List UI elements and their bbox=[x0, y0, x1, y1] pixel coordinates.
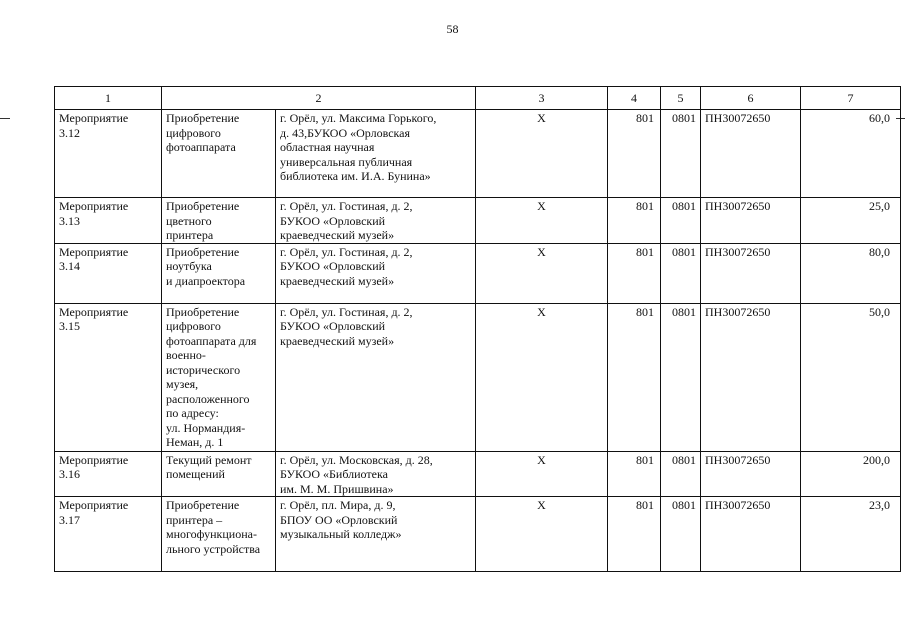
col3-cell: Х bbox=[476, 110, 608, 198]
col3-cell: Х bbox=[476, 497, 608, 572]
event-cell: Мероприятие 3.14 bbox=[55, 243, 162, 303]
col4-cell: 801 bbox=[608, 497, 661, 572]
column-header-2: 2 bbox=[162, 87, 476, 110]
item-cell: Приобретение цветного принтера bbox=[162, 198, 276, 244]
event-cell: Мероприятие 3.16 bbox=[55, 451, 162, 497]
table-row bbox=[55, 451, 901, 497]
table-row bbox=[55, 110, 901, 198]
address-cell: г. Орёл, ул. Гостиная, д. 2, БУКОО «Орловский краеведческий музей» bbox=[276, 243, 476, 303]
col3-cell: Х bbox=[476, 303, 608, 451]
col7-cell: 25,0 bbox=[801, 198, 901, 244]
col7-cell: 50,0 bbox=[801, 303, 901, 451]
col6-cell: ПН30072650 bbox=[701, 110, 801, 198]
item-cell: Приобретение цифрового фотоаппарата для военно- исторического музея, расположенного по адресу: ул. Нормандия- Неман, д. 1 bbox=[162, 303, 276, 451]
page-number: 58 bbox=[446, 22, 459, 36]
col5-cell: 0801 bbox=[661, 303, 701, 451]
table-row bbox=[55, 198, 901, 244]
event-cell: Мероприятие 3.12 bbox=[55, 110, 162, 198]
col5-cell: 0801 bbox=[661, 110, 701, 198]
address-cell: г. Орёл, ул. Максима Горького, д. 43,БУКОО «Орловская областная научная универсальная публичная библиотека им. И.А. Бунина» bbox=[276, 110, 476, 198]
item-cell: Приобретение ноутбука и диапроектора bbox=[162, 243, 276, 303]
item-cell: Приобретение принтера – многофункциона- льного устройства bbox=[162, 497, 276, 572]
left-margin-mark bbox=[0, 118, 10, 119]
col6-cell: ПН30072650 bbox=[701, 243, 801, 303]
col5-cell: 0801 bbox=[661, 451, 701, 497]
col6-cell: ПН30072650 bbox=[701, 497, 801, 572]
header-row bbox=[55, 87, 901, 110]
col6-cell: ПН30072650 bbox=[701, 198, 801, 244]
event-cell: Мероприятие 3.15 bbox=[55, 303, 162, 451]
col5-cell: 0801 bbox=[661, 198, 701, 244]
table-row bbox=[55, 303, 901, 451]
column-header-6: 6 bbox=[701, 87, 801, 110]
col7-cell: 200,0 bbox=[801, 451, 901, 497]
col4-cell: 801 bbox=[608, 303, 661, 451]
item-cell: Приобретение цифрового фотоаппарата bbox=[162, 110, 276, 198]
col5-cell: 0801 bbox=[661, 243, 701, 303]
col6-cell: ПН30072650 bbox=[701, 303, 801, 451]
address-cell: г. Орёл, ул. Гостиная, д. 2, БУКОО «Орловский краеведческий музей» bbox=[276, 303, 476, 451]
column-header-5: 5 bbox=[661, 87, 701, 110]
column-header-3: 3 bbox=[476, 87, 608, 110]
budget-table bbox=[54, 86, 901, 572]
col6-cell: ПН30072650 bbox=[701, 451, 801, 497]
col4-cell: 801 bbox=[608, 243, 661, 303]
column-header-1: 1 bbox=[55, 87, 162, 110]
col3-cell: Х bbox=[476, 198, 608, 244]
col7-cell: 23,0 bbox=[801, 497, 901, 572]
column-header-7: 7 bbox=[801, 87, 901, 110]
item-cell: Текущий ремонт помещений bbox=[162, 451, 276, 497]
table-body bbox=[55, 87, 901, 572]
table-row bbox=[55, 497, 901, 572]
col3-cell: Х bbox=[476, 451, 608, 497]
col7-cell: 60,0 bbox=[801, 110, 901, 198]
address-cell: г. Орёл, пл. Мира, д. 9, БПОУ ОО «Орловский музыкальный колледж» bbox=[276, 497, 476, 572]
col3-cell: Х bbox=[476, 243, 608, 303]
col7-cell: 80,0 bbox=[801, 243, 901, 303]
table-row bbox=[55, 243, 901, 303]
event-cell: Мероприятие 3.13 bbox=[55, 198, 162, 244]
col4-cell: 801 bbox=[608, 451, 661, 497]
address-cell: г. Орёл, ул. Гостиная, д. 2, БУКОО «Орловский краеведческий музей» bbox=[276, 198, 476, 244]
event-cell: Мероприятие 3.17 bbox=[55, 497, 162, 572]
column-header-4: 4 bbox=[608, 87, 661, 110]
col5-cell: 0801 bbox=[661, 497, 701, 572]
col4-cell: 801 bbox=[608, 198, 661, 244]
col4-cell: 801 bbox=[608, 110, 661, 198]
address-cell: г. Орёл, ул. Московская, д. 28, БУКОО «Библиотека им. М. М. Пришвина» bbox=[276, 451, 476, 497]
